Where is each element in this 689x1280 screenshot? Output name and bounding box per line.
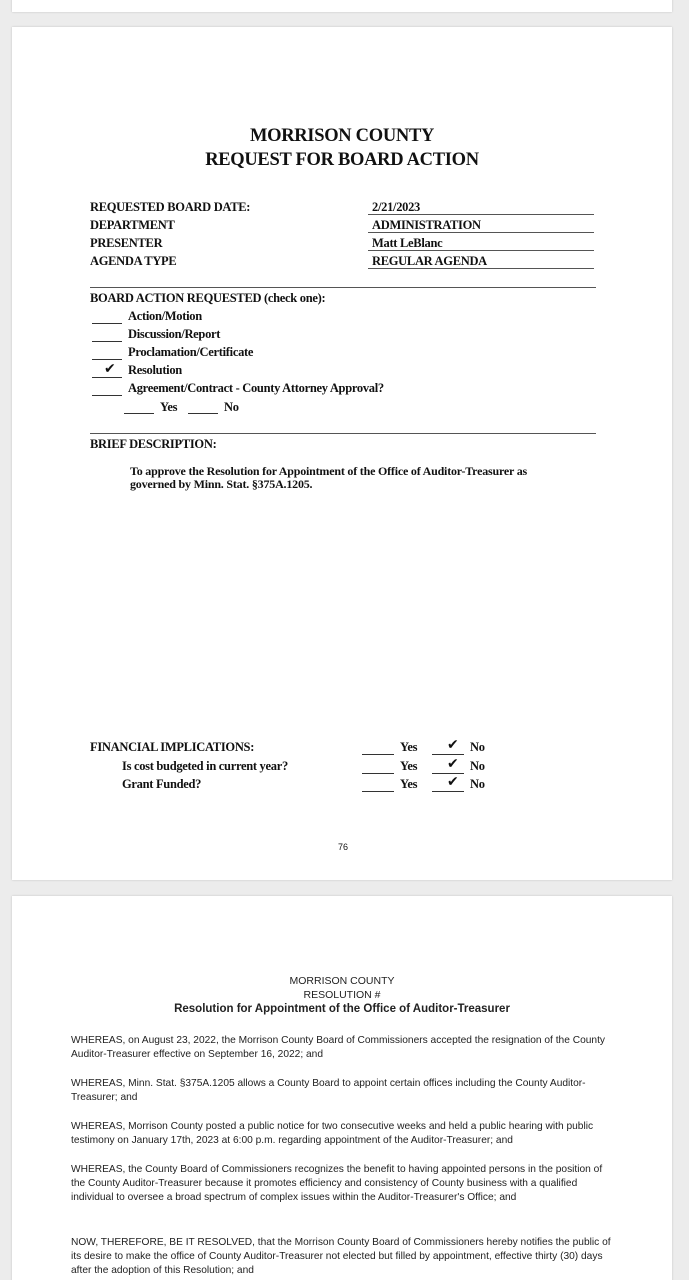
resolution-page — [12, 896, 672, 1280]
form-title-county: MORRISON COUNTY — [249, 126, 435, 146]
field-label-presenter: PRESENTER — [90, 236, 163, 250]
option-resolution: Resolution — [128, 363, 182, 377]
budgeted-no: No — [470, 759, 485, 773]
request-form-page — [12, 27, 672, 880]
resolution-number: RESOLUTION # — [303, 989, 381, 1001]
section-divider — [90, 433, 596, 434]
budgeted-yes: Yes — [400, 759, 418, 773]
attorney-no-label: No — [224, 400, 239, 414]
option-discussion-report: Discussion/Report — [128, 327, 221, 341]
form-title-request: REQUEST FOR BOARD ACTION — [205, 150, 479, 170]
option-proclamation: Proclamation/Certificate — [128, 345, 254, 359]
financial-yes: Yes — [400, 740, 418, 754]
whereas-paragraph: WHEREAS, Morrison County posted a public notice for two consecutive weeks and held a public hearing with public testimony on January 17th, 2023 at 6:00 p.m. regarding appointment of the Auditor-Treasurer; and — [71, 1121, 594, 1146]
whereas-paragraph: WHEREAS, Minn. Stat. §375A.1205 allows a County Board to appoint certain offices including the County Auditor-Treasurer; and — [71, 1078, 586, 1103]
field-value-department: ADMINISTRATION — [372, 218, 481, 232]
grant-yes: Yes — [400, 777, 418, 791]
brief-description-text: To approve the Resolution for Appointment of the Office of Auditor-Treasurer as governed by Minn. Stat. §375A.1205. — [130, 464, 527, 491]
attorney-yes-label: Yes — [160, 400, 178, 414]
whereas-paragraph: WHEREAS, the County Board of Commissioners recognizes the benefit to having appointed persons in the position of the County Auditor-Treasurer because it promotes efficiency and consistency of County business with a qualified individual to oversee a broad spectrum of complex issues within the Auditor-Treasurer's Office; and — [71, 1164, 603, 1203]
check-mark-icon: ✔ — [447, 756, 459, 772]
resolved-paragraph: NOW, THEREFORE, BE IT RESOLVED, that the Morrison County Board of Commissioners hereby notifies the public of its desire to make the office of County Auditor-Treasurer not elected but filled by appointment, effective thirty (30) days after the adoption of this Resolution; and — [71, 1237, 611, 1276]
field-value-agenda-type: REGULAR AGENDA — [372, 254, 487, 268]
grant-no: No — [470, 777, 485, 791]
check-mark-icon: ✔ — [447, 737, 459, 753]
check-mark-icon: ✔ — [104, 361, 116, 377]
page-number: 76 — [338, 842, 349, 852]
option-agreement-contract: Agreement/Contract - County Attorney Approval? — [128, 381, 384, 395]
field-label-department: DEPARTMENT — [90, 218, 175, 232]
financial-implications-label: FINANCIAL IMPLICATIONS: — [90, 740, 255, 754]
resolution-title: Resolution for Appointment of the Office of Auditor-Treasurer — [174, 1003, 510, 1015]
budgeted-label: Is cost budgeted in current year? — [122, 759, 288, 773]
field-value-presenter: Matt LeBlanc — [372, 236, 443, 250]
whereas-paragraph: WHEREAS, on August 23, 2022, the Morrison County Board of Commissioners accepted the resignation of the County Auditor-Treasurer effective on September 16, 2022; and — [71, 1035, 605, 1060]
resolution-county: MORRISON COUNTY — [289, 975, 395, 987]
field-value-date: 2/21/2023 — [372, 200, 420, 214]
field-label-agenda-type: AGENDA TYPE — [90, 254, 177, 268]
previous-page-edge — [12, 0, 672, 12]
grant-funded-label: Grant Funded? — [122, 777, 202, 791]
section-divider — [90, 287, 596, 288]
financial-no: No — [470, 740, 485, 754]
option-action-motion: Action/Motion — [128, 309, 202, 323]
brief-description-heading: BRIEF DESCRIPTION: — [90, 437, 217, 451]
board-action-heading: BOARD ACTION REQUESTED (check one): — [90, 291, 326, 305]
check-mark-icon: ✔ — [447, 774, 459, 790]
field-label-date: REQUESTED BOARD DATE: — [90, 200, 251, 214]
